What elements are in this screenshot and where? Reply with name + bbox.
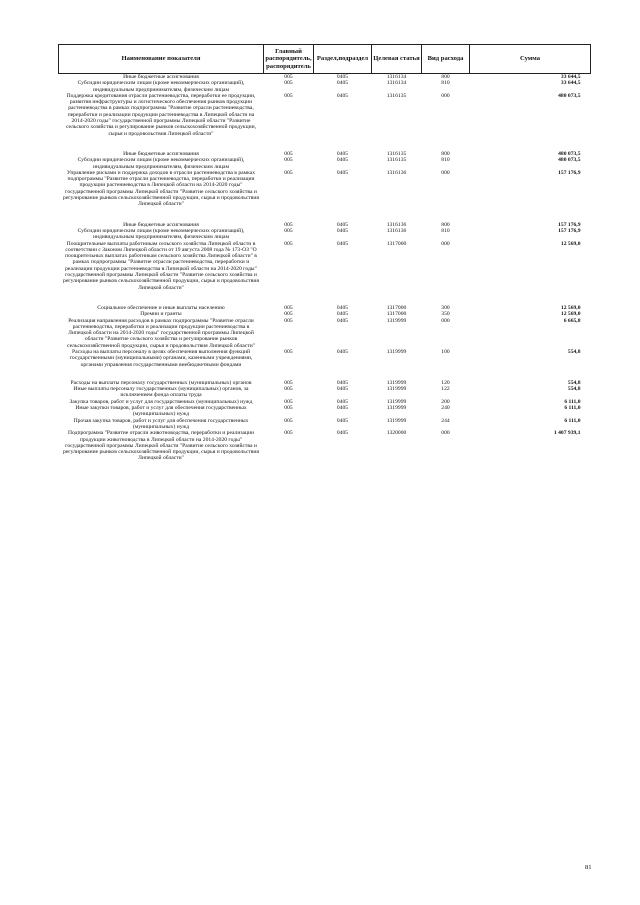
cell-sum: 480 073,5 — [558, 92, 581, 99]
cell-name: Иные бюджетные ассигнования — [123, 221, 199, 228]
cell-grbs: 005 — [284, 227, 293, 234]
header-section: Раздел,подраздел — [314, 45, 372, 74]
cell-article: 1319999 — [386, 348, 407, 355]
cell-article: 1316134 — [386, 80, 407, 87]
cell-sum: 1 407 939,1 — [553, 430, 581, 437]
cell-grbs: 005 — [284, 74, 293, 80]
table-row — [59, 430, 591, 461]
cell-article: 1317000 — [386, 240, 407, 247]
cell-sum: 554,8 — [567, 348, 581, 355]
cell-expense: 000 — [441, 240, 450, 247]
cell-grbs: 005 — [284, 430, 293, 437]
header-grbs: Главный распорядитель, распорядитель — [264, 45, 314, 74]
cell-grbs: 005 — [284, 304, 293, 311]
cell-name: Реализация направления расходов в рамках подпрограммы "Развитие отрасли растениеводства, переработки и реализации продукции растениеводства в Липецкой области на 2014-2020 годы" государственной программы Липецкой области "Развитие сельского хозяйства и регулирование рынков сельскохозяйственной продукции, сырья и продовольствия Липецкой области" — [67, 317, 255, 349]
cell-article: 1316134 — [386, 74, 407, 80]
cell-article: 1316135 — [386, 150, 407, 157]
table-row — [59, 349, 591, 380]
table-row — [59, 386, 591, 399]
cell-section: 0405 — [336, 74, 349, 80]
cell-grbs: 005 — [284, 221, 293, 228]
cell-name: Иные закупки товаров, работ и услуг для обеспечения государственных (муниципальных) нужд — [75, 405, 247, 418]
cell-section: 0405 — [336, 386, 349, 393]
cell-name: Социальное обеспечение и иные выплаты населению — [97, 304, 225, 311]
cell-grbs: 005 — [284, 348, 293, 355]
cell-article: 1317000 — [386, 311, 407, 318]
cell-sum: 480 073,5 — [558, 150, 581, 157]
cell-name: Прочая закупка товаров, работ и услуг для обеспечения государственных (муниципальных) нужд — [73, 417, 249, 430]
table-row — [59, 418, 591, 431]
header-article: Целевая статья — [372, 45, 422, 74]
cell-name: Поддержка кредитования отрасли растениеводства, переработки ее продукции, развития инфраструктуры и логистического обеспечения рынков продукции растениеводства в рамках подпрограммы "Развитие отрасли растениеводства, переработки и реализации продукции растениеводства в Липецкой области на 2014-2020 годы" государственной программы Липецкой области "Развитие сельского хозяйства и регулирование рынков сельскохозяйственной продукции, сырья и продовольствия Липецкой области" — [65, 92, 257, 137]
cell-expense: 810 — [441, 80, 450, 87]
cell-sum: 157 176,9 — [558, 221, 581, 228]
header-expense: Вид расхода — [422, 45, 470, 74]
cell-name: Управление рисками и поддержка доходов в отрасли растениеводства в рамках подпрограммы "Развитие отрасли растениеводства, переработки и реализации продукции растениеводства в Липецкой области на 2014-2020 годы" государственной программы Липецкой области "Развитие сельского хозяйства и регулирование рынков сельскохозяйственной продукции, сырья и продовольствия Липецкой области" — [63, 169, 259, 208]
cell-grbs: 005 — [284, 157, 293, 164]
cell-article: 1319999 — [386, 417, 407, 424]
cell-expense: 244 — [441, 417, 450, 424]
cell-section: 0405 — [336, 221, 349, 228]
cell-section: 0405 — [336, 311, 349, 318]
cell-section: 0405 — [336, 304, 349, 311]
cell-section: 0405 — [336, 80, 349, 87]
cell-grbs: 005 — [284, 240, 293, 247]
cell-grbs: 005 — [284, 150, 293, 157]
cell-sum: 480 073,5 — [558, 157, 581, 164]
cell-expense: 800 — [441, 150, 450, 157]
cell-sum: 12 569,0 — [560, 240, 581, 247]
cell-expense: 000 — [441, 317, 450, 324]
table-row — [59, 318, 591, 349]
cell-section: 0405 — [336, 227, 349, 234]
cell-expense: 100 — [441, 348, 450, 355]
cell-section: 0405 — [336, 379, 349, 386]
cell-article: 1319999 — [386, 386, 407, 393]
cell-grbs: 005 — [284, 92, 293, 99]
cell-sum: 33 644,5 — [560, 74, 581, 80]
cell-article: 1319999 — [386, 405, 407, 412]
cell-article: 1316136 — [386, 221, 407, 228]
cell-sum: 33 644,5 — [560, 80, 581, 87]
table-row — [59, 170, 591, 222]
cell-name: Расходы на выплаты персоналу в целях обеспечения выполнения функций государственными (муниципальными) органами, казенными учреждениями, органами управления государственными внебюджетными фондами — [69, 348, 253, 368]
cell-expense: 000 — [441, 430, 450, 437]
table-row — [59, 228, 591, 241]
cell-sum: 6 111,0 — [564, 398, 581, 405]
table-row — [59, 157, 591, 170]
cell-grbs: 005 — [284, 80, 293, 87]
cell-expense: 120 — [441, 379, 450, 386]
cell-expense: 810 — [441, 157, 450, 164]
cell-article: 1319999 — [386, 398, 407, 405]
cell-article: 1316135 — [386, 157, 407, 164]
cell-section: 0405 — [336, 157, 349, 164]
cell-section: 0405 — [336, 317, 349, 324]
cell-grbs: 005 — [284, 379, 293, 386]
cell-article: 1316136 — [386, 169, 407, 176]
cell-grbs: 005 — [284, 405, 293, 412]
cell-sum: 554,8 — [567, 379, 581, 386]
header-name: Наименование показателя — [59, 45, 264, 74]
cell-grbs: 005 — [284, 317, 293, 324]
cell-expense: 200 — [441, 398, 450, 405]
cell-grbs: 005 — [284, 386, 293, 393]
table-row — [59, 241, 591, 305]
cell-expense: 240 — [441, 405, 450, 412]
cell-section: 0405 — [336, 92, 349, 99]
cell-name: Расходы на выплаты персоналу государственных (муниципальных) органов — [70, 379, 252, 386]
table-row — [59, 405, 591, 418]
cell-name: Субсидии юридическим лицам (кроме некоммерческих организаций), индивидуальным предпринимателям, физическим лицам — [77, 80, 245, 93]
cell-expense: 800 — [441, 221, 450, 228]
cell-section: 0405 — [336, 240, 349, 247]
cell-sum: 157 176,9 — [558, 169, 581, 176]
cell-section: 0405 — [336, 430, 349, 437]
cell-grbs: 005 — [284, 311, 293, 318]
budget-document — [58, 44, 590, 462]
cell-grbs: 005 — [284, 417, 293, 424]
cell-expense: 300 — [441, 304, 450, 311]
cell-section: 0405 — [336, 405, 349, 412]
cell-name: Иные выплаты персоналу государственных (муниципальных) органов, за исключением фонда оплаты труда — [73, 386, 249, 399]
page-number: 81 — [585, 864, 592, 871]
cell-grbs: 005 — [284, 169, 293, 176]
cell-section: 0405 — [336, 169, 349, 176]
cell-expense: 000 — [441, 169, 450, 176]
budget-table — [58, 44, 591, 462]
cell-section: 0405 — [336, 348, 349, 355]
cell-expense: 000 — [441, 92, 450, 99]
cell-expense: 122 — [441, 386, 450, 393]
cell-section: 0405 — [336, 398, 349, 405]
cell-sum: 157 176,9 — [558, 227, 581, 234]
cell-section: 0405 — [336, 150, 349, 157]
cell-article: 1316136 — [386, 227, 407, 234]
cell-article: 1319999 — [386, 317, 407, 324]
table-row — [59, 93, 591, 151]
cell-article: 1317000 — [386, 304, 407, 311]
cell-grbs: 005 — [284, 398, 293, 405]
cell-sum: 12 569,0 — [560, 304, 581, 311]
cell-section: 0405 — [336, 417, 349, 424]
table-body — [59, 74, 591, 462]
cell-name: Иные бюджетные ассигнования — [123, 74, 199, 80]
cell-expense: 800 — [441, 74, 450, 80]
cell-expense: 350 — [441, 311, 450, 318]
cell-article: 1319999 — [386, 379, 407, 386]
cell-expense: 810 — [441, 227, 450, 234]
cell-sum: 6 111,0 — [564, 405, 581, 412]
cell-name: Поощрительные выплаты работникам сельского хозяйства Липецкой области в соответствии с Законом Липецкой области от 19 августа 2008 года № 173-ОЗ "О поощрительных выплатах работникам сельского хозяйства Липецкой области" в рамках подпрограммы "Развитие отрасли растениеводства, переработки и реализации продукции растениеводства в Липецкой области на 2014-2020 годы" государственной программы Липецкой области "Развитие сельского хозяйства и регулирование рынков сельскохозяйственной продукции, сырья и продовольствия Липецкой области" — [63, 240, 259, 291]
cell-name: Премии и гранты — [140, 311, 182, 318]
cell-name: Иные бюджетные ассигнования — [123, 150, 199, 157]
cell-sum: 12 569,0 — [560, 311, 581, 318]
cell-sum: 6 665,8 — [563, 317, 581, 324]
cell-sum: 554,8 — [567, 386, 581, 393]
cell-name: Подпрограмма "Развитие отрасли животноводства, переработки и реализации продукции животноводства в Липецкой области на 2014-2020 годы" государственной программы Липецкой области "Развитие сельского хозяйства и регулирование рынков сельскохозяйственной продукции, сырья и продовольствия Липецкой области" — [63, 430, 259, 462]
cell-article: 1316135 — [386, 92, 407, 99]
table-header-row — [59, 45, 591, 74]
header-sum: Сумма — [470, 45, 591, 74]
cell-article: 1320000 — [386, 430, 407, 437]
cell-name: Субсидии юридическим лицам (кроме некоммерческих организаций), индивидуальным предпринимателям, физическим лицам — [77, 157, 245, 170]
cell-name: Закупка товаров, работ и услуг для государственных (муниципальных) нужд — [69, 398, 253, 405]
cell-sum: 6 111,0 — [564, 417, 581, 424]
cell-name: Субсидии юридическим лицам (кроме некоммерческих организаций), индивидуальным предпринимателям, физическим лицам — [77, 227, 245, 241]
table-row — [59, 80, 591, 93]
